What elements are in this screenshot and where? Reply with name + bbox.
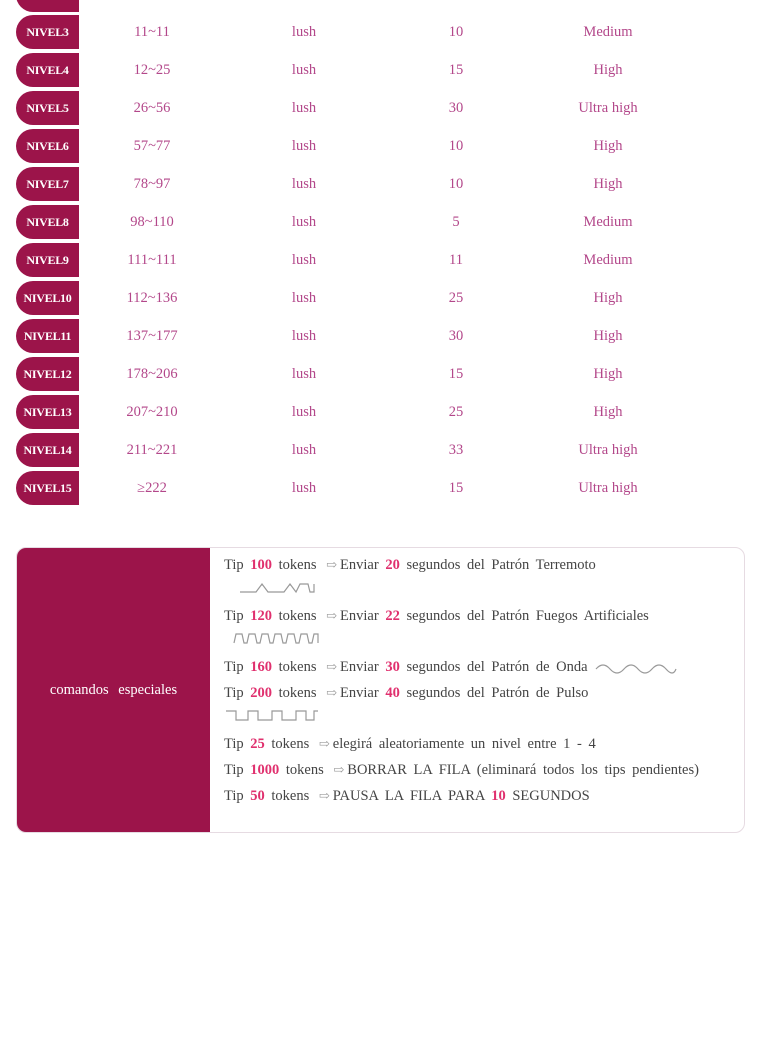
style-cell: lush: [291, 214, 317, 230]
pulse-pattern-icon: [224, 706, 320, 724]
range-cell: 137~177: [126, 328, 178, 344]
style-cell: lush: [291, 252, 317, 268]
tip-amount: 25: [250, 736, 265, 752]
send-seconds: 30: [385, 659, 400, 675]
style-cell: lush: [291, 138, 317, 154]
table-row: [0, 129, 760, 163]
style-cell: lush: [291, 24, 317, 40]
intensity-cell: Ultra high: [578, 480, 638, 496]
style-cell: lush: [291, 176, 317, 192]
command-line: Tip 160 tokens ⇨ Enviar 30 segundos del Patrón de Onda: [224, 654, 736, 680]
pattern-name: del Patrón de Onda: [467, 659, 588, 675]
table-row: [0, 205, 760, 239]
range-cell: 211~221: [126, 442, 178, 458]
level-badge: NIVEL5: [16, 91, 79, 125]
range-cell: 112~136: [126, 290, 178, 306]
table-row: [0, 53, 760, 87]
intensity-cell: High: [593, 366, 623, 382]
special-commands-title: comandos especiales: [17, 548, 210, 832]
table-row: [0, 281, 760, 315]
table-row-cut: [0, 0, 760, 12]
style-cell: lush: [291, 404, 317, 420]
seconds-cell: 10: [448, 24, 464, 40]
range-cell: 178~206: [126, 366, 178, 382]
level-badge: NIVEL10: [16, 281, 79, 315]
intensity-cell: High: [593, 138, 623, 154]
command-line: Tip 120 tokens ⇨ Enviar 22 segundos del Patrón Fuegos Artificiales: [224, 608, 649, 624]
pattern-name: del Patrón Fuegos Artificiales: [467, 608, 649, 624]
table-row: [0, 167, 760, 201]
level-badge: NIVEL14: [16, 433, 79, 467]
intensity-cell: Medium: [583, 24, 633, 40]
seconds-cell: 15: [448, 480, 464, 496]
arrow-icon: ⇨: [318, 736, 330, 751]
level-badge: NIVEL11: [16, 319, 79, 353]
command-line-clear: Tip 1000 tokens ⇨ BORRAR LA FILA (eliminará todos los tips pendientes): [224, 762, 699, 778]
seconds-cell: 33: [448, 442, 464, 458]
table-row: [0, 15, 760, 49]
send-seconds: 40: [385, 685, 400, 701]
range-cell: 78~97: [133, 176, 171, 192]
style-cell: lush: [291, 290, 317, 306]
tip-amount: 50: [250, 788, 265, 804]
arrow-icon: ⇨: [326, 685, 338, 700]
seconds-cell: 25: [448, 404, 464, 420]
level-badge: NIVEL6: [16, 129, 79, 163]
intensity-cell: High: [593, 328, 623, 344]
table-row: [0, 91, 760, 125]
range-cell: ≥222: [137, 480, 167, 496]
seconds-cell: 10: [448, 176, 464, 192]
command-line: Tip 200 tokens ⇨ Enviar 40 segundos del Patrón de Pulso: [224, 685, 589, 701]
tip-amount: 1000: [250, 762, 280, 778]
range-cell: 57~77: [133, 138, 171, 154]
style-cell: lush: [291, 480, 317, 496]
fireworks-pattern-icon: [232, 629, 322, 647]
seconds-cell: 10: [448, 138, 464, 154]
tip-amount: 200: [250, 685, 273, 701]
style-cell: lush: [291, 100, 317, 116]
level-badge: NIVEL3: [16, 15, 79, 49]
wave-pattern-icon: [594, 660, 678, 676]
command-line-pause: Tip 50 tokens ⇨ PAUSA LA FILA PARA 10 SEGUNDOS: [224, 788, 590, 804]
range-cell: 98~110: [130, 214, 174, 230]
earthquake-pattern-icon: [238, 578, 318, 596]
intensity-cell: Medium: [583, 252, 633, 268]
level-badge: NIVEL4: [16, 53, 79, 87]
level-badge: NIVEL13: [16, 395, 79, 429]
range-cell: 26~56: [133, 100, 171, 116]
command-line: Tip 100 tokens ⇨ Enviar 20 segundos del Patrón Terremoto: [224, 557, 596, 573]
range-cell: 11~11: [134, 24, 170, 40]
send-seconds: 22: [385, 608, 400, 624]
arrow-icon: ⇨: [326, 608, 338, 623]
pattern-name: del Patrón Terremoto: [467, 557, 596, 573]
seconds-cell: 25: [448, 290, 464, 306]
pattern-name: del Patrón de Pulso: [467, 685, 589, 701]
intensity-cell: High: [593, 62, 623, 78]
intensity-cell: High: [593, 404, 623, 420]
seconds-cell: 15: [448, 366, 464, 382]
level-badge: NIVEL9: [16, 243, 79, 277]
intensity-cell: Ultra high: [578, 442, 638, 458]
range-cell: 207~210: [126, 404, 178, 420]
intensity-cell: High: [593, 290, 623, 306]
table-row: [0, 395, 760, 429]
send-seconds: 20: [385, 557, 400, 573]
range-cell: 12~25: [133, 62, 171, 78]
tip-amount: 160: [250, 659, 273, 675]
tip-amount: 120: [250, 608, 273, 624]
seconds-cell: 30: [448, 328, 464, 344]
command-line-random: Tip 25 tokens ⇨ elegirá aleatoriamente un nivel entre 1 - 4: [224, 736, 596, 752]
table-row: [0, 433, 760, 467]
intensity-cell: Medium: [583, 214, 633, 230]
arrow-icon: ⇨: [326, 659, 338, 674]
seconds-cell: 15: [448, 62, 464, 78]
style-cell: lush: [291, 366, 317, 382]
special-commands-panel: [16, 547, 745, 833]
special-commands-list: [224, 552, 736, 809]
level-badge: NIVEL7: [16, 167, 79, 201]
seconds-cell: 30: [448, 100, 464, 116]
tip-amount: 100: [250, 557, 273, 573]
arrow-icon: ⇨: [318, 788, 330, 803]
table-row: [0, 243, 760, 277]
seconds-cell: 11: [449, 252, 463, 268]
level-badge: [16, 0, 79, 12]
level-badge: NIVEL12: [16, 357, 79, 391]
table-row: [0, 357, 760, 391]
arrow-icon: ⇨: [326, 557, 338, 572]
intensity-cell: High: [593, 176, 623, 192]
style-cell: lush: [291, 62, 317, 78]
table-row: [0, 471, 760, 505]
arrow-icon: ⇨: [333, 762, 345, 777]
intensity-cell: Ultra high: [578, 100, 638, 116]
table-row: [0, 319, 760, 353]
level-badge: NIVEL15: [16, 471, 79, 505]
level-badge: NIVEL8: [16, 205, 79, 239]
range-cell: 111~111: [127, 252, 177, 268]
pause-seconds: 10: [491, 788, 506, 804]
seconds-cell: 5: [452, 214, 460, 230]
style-cell: lush: [291, 328, 317, 344]
style-cell: lush: [291, 442, 317, 458]
